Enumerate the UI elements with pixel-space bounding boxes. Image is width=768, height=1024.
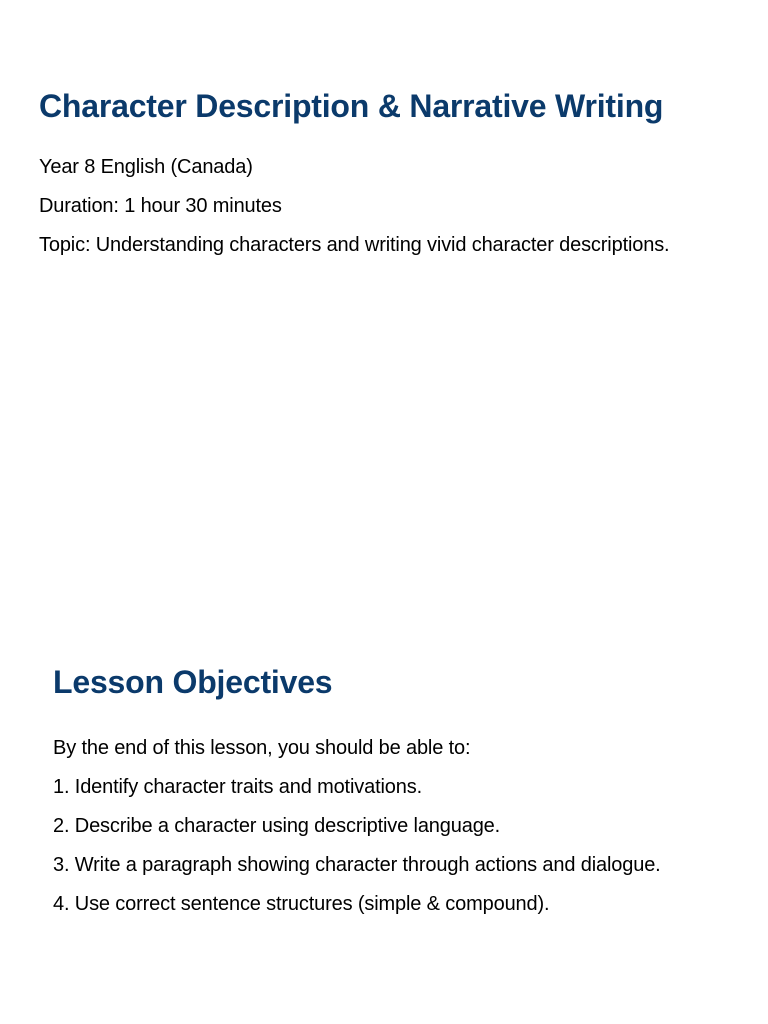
objectives-list xyxy=(53,729,748,924)
intro-section xyxy=(0,84,768,265)
objectives-intro-line: By the end of this lesson, you should be able to: xyxy=(53,737,471,759)
course-level-line: Year 8 English (Canada) xyxy=(39,156,253,178)
objective-item: 3. Write a paragraph showing character through actions and dialogue. xyxy=(53,854,661,876)
page-title: Character Description & Narrative Writing xyxy=(39,88,664,124)
topic-line: Topic: Understanding characters and writing vivid character descriptions. xyxy=(39,234,670,256)
objective-item: 4. Use correct sentence structures (simple & compound). xyxy=(53,893,550,915)
intro-details xyxy=(39,148,748,265)
objectives-section xyxy=(0,660,768,924)
objectives-heading: Lesson Objectives xyxy=(53,664,333,700)
duration-line: Duration: 1 hour 30 minutes xyxy=(39,195,282,217)
objective-item: 2. Describe a character using descriptive language. xyxy=(53,815,501,837)
objective-item: 1. Identify character traits and motivations. xyxy=(53,776,422,798)
